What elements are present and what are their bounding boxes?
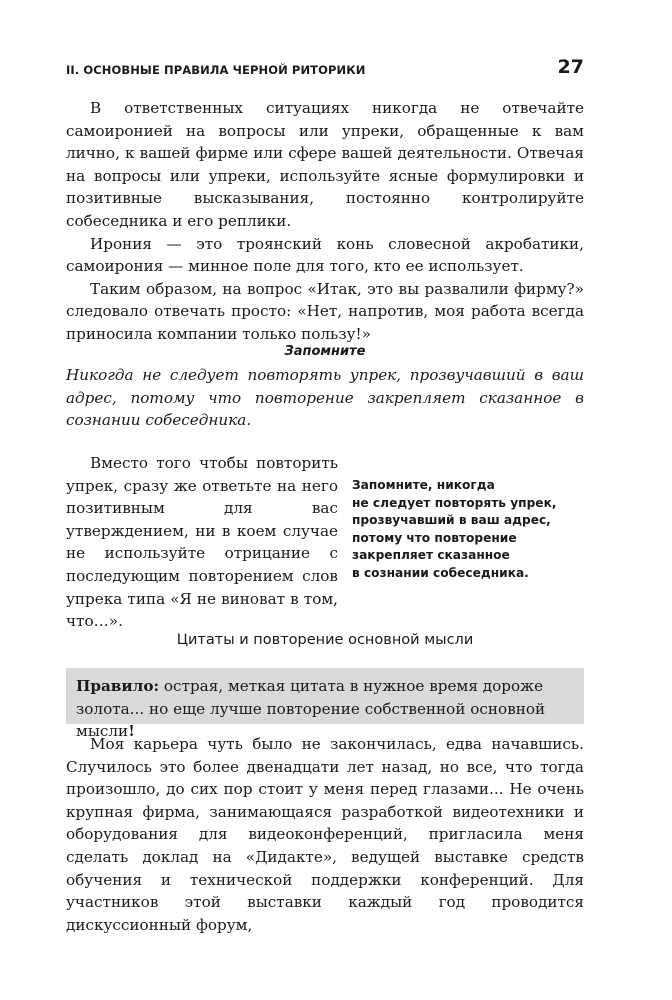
margin-note-line: потому что повторение bbox=[352, 530, 517, 545]
paragraph: В ответственных ситуациях никогда не отвечайте самоиронией на вопросы или упреки, обращенные к вам лично, к вашей фирме или сфере вашей деятельности. Отвечая на вопросы или упреки, используйте ясные формулировки и позитивные высказывания, постоянно контролируйте собеседника и его реплики. bbox=[66, 99, 584, 230]
rule-end: ! bbox=[128, 722, 135, 741]
rule-label: Правило: bbox=[76, 677, 160, 695]
running-head: II. ОСНОВНЫЕ ПРАВИЛА ЧЕРНОЙ РИТОРИКИ bbox=[66, 63, 366, 77]
paragraph: Вместо того чтобы повторить упрек, сразу же ответьте на него позитивным для вас утверждением, ни в коем случае не используйте отрицание с последующим повторением слов упрека типа «Я не виноват в том, что…». bbox=[66, 454, 338, 631]
section-heading: Цитаты и повторение основной мысли bbox=[176, 632, 474, 648]
story-text bbox=[66, 733, 584, 936]
remember-text: Никогда не следует повторять упрек, прозвучавший в ваш адрес, потому что повторение закрепляет сказанное в сознании собеседника. bbox=[66, 366, 584, 430]
margin-note-line: в сознании собеседника. bbox=[352, 565, 529, 580]
margin-note-line: закрепляет сказанное bbox=[352, 548, 510, 562]
rule-body: острая, меткая цитата в нужное время дороже золота... но еще лучше повторение собственной основной мысли bbox=[76, 677, 546, 741]
rule-box bbox=[66, 668, 584, 741]
margin-note-line: не следует повторять упрек, bbox=[352, 495, 557, 510]
remember-title: Запомните bbox=[284, 344, 366, 359]
page-number: 27 bbox=[557, 56, 584, 78]
page-header bbox=[66, 56, 584, 82]
margin-note-line: прозвучавший в ваш адрес, bbox=[352, 513, 551, 527]
column-text bbox=[66, 452, 338, 633]
margin-note-line: Запомните, никогда bbox=[352, 478, 495, 492]
margin-note bbox=[352, 477, 592, 582]
paragraph: Ирония — это троянский конь словесной акробатики, самоирония — минное поле для того, кто ее использует. bbox=[66, 234, 584, 276]
intro-text bbox=[66, 97, 584, 346]
paragraph: Моя карьера чуть было не закончилась, едва начавшись. Случилось это более двенадцати лет назад, но все, что тогда произошло, до сих пор стоит у меня перед глазами... Не очень крупная фирма, занимающаяся разработкой видеотехники и оборудования для видеоконференций, пригласила меня сделать доклад на «Дидакте», ведущей выставке средств обучения и технической поддержки конференций. Для участников этой выставки каждый год проводится дискуссионный форум, bbox=[66, 735, 584, 934]
paragraph: Таким образом, на вопрос «Итак, это вы развалили фирму?» следовало отвечать просто: «Нет, напротив, моя работа всегда приносила компании только пользу!» bbox=[66, 279, 584, 343]
